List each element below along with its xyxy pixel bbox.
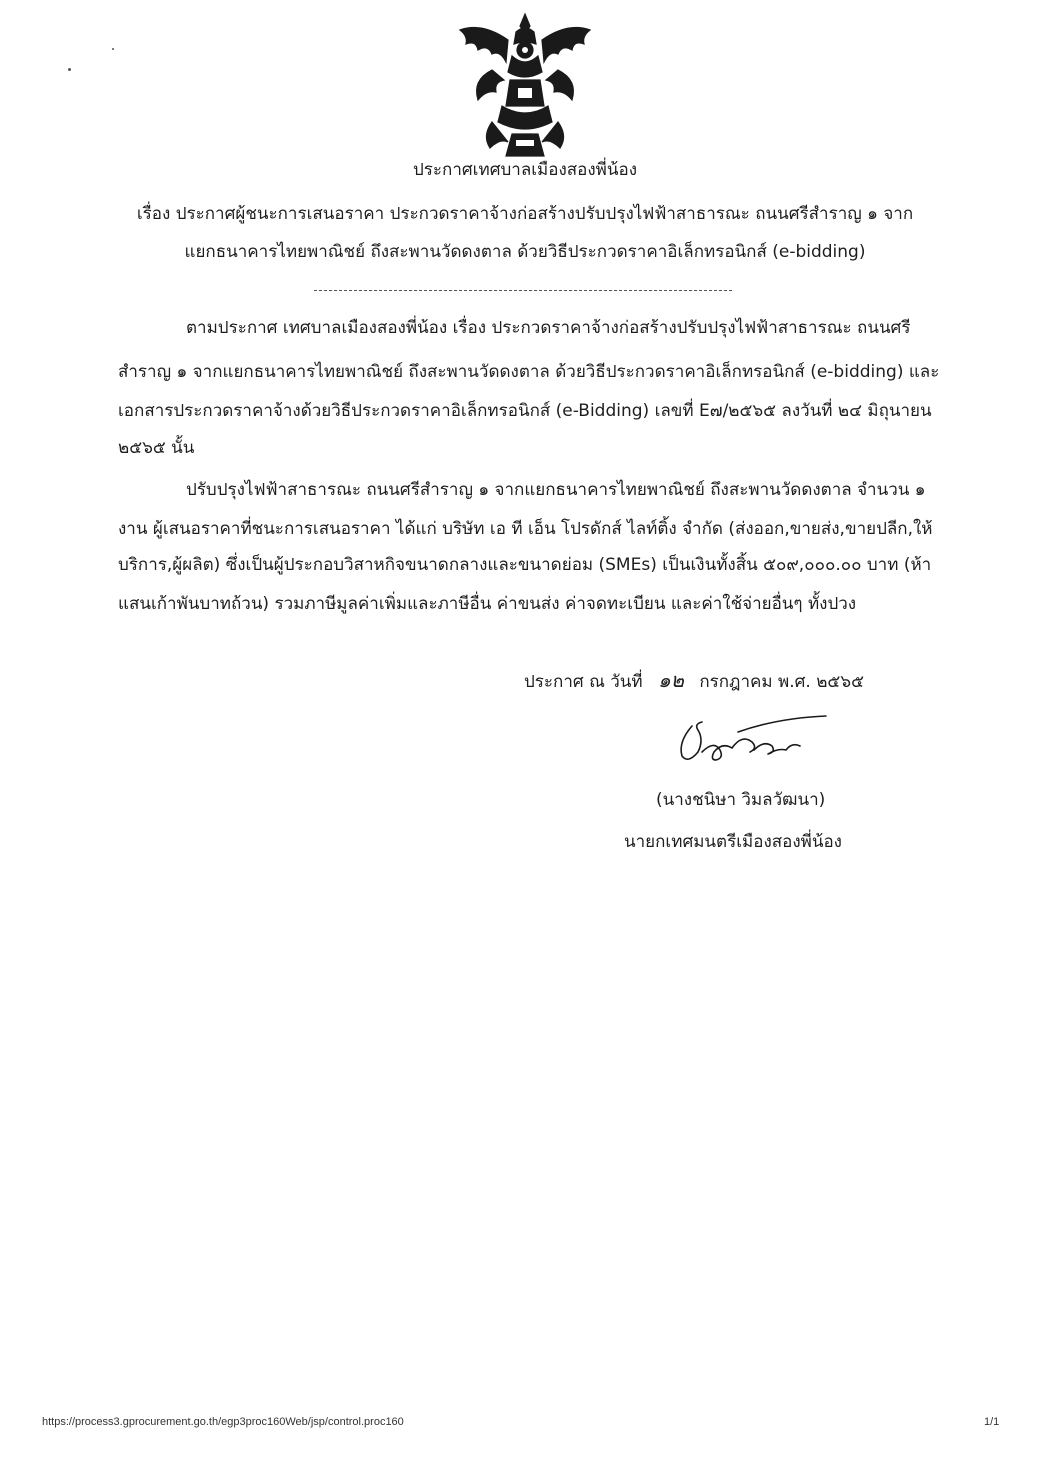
para1-line-4: ๒๕๖๕ นั้น	[118, 438, 195, 458]
scan-speck	[112, 48, 114, 50]
footer-page-number: 1/1	[984, 1416, 1000, 1428]
signer-name: (นางชนิษา วิมลวัฒนา)	[656, 790, 826, 810]
date-month-year: กรกฎาคม พ.ศ. ๒๕๖๕	[699, 672, 864, 692]
subject-line-1: เรื่อง ประกาศผู้ชนะการเสนอราคา ประกวดราคาจ้างก่อสร้างปรับปรุงไฟฟ้าสาธารณะ ถนนศรีสำราญ ๑ จาก	[136, 204, 914, 224]
date-prefix: ประกาศ ณ วันที่	[524, 672, 643, 692]
para1-line-1: ตามประกาศ เทศบาลเมืองสองพี่น้อง เรื่อง ประกวดราคาจ้างก่อสร้างปรับปรุงไฟฟ้าสาธารณะ ถนนศรี	[186, 318, 911, 338]
dotted-divider	[314, 290, 732, 291]
signer-title: นายกเทศมนตรีเมืองสองพี่น้อง	[624, 832, 842, 852]
para2-line-4: แสนเก้าพันบาทถ้วน) รวมภาษีมูลค่าเพิ่มและภาษีอื่น ค่าขนส่ง ค่าจดทะเบียน และค่าใช้จ่ายอื่นๆ ทั้งปวง	[118, 594, 857, 614]
para1-line-2: สำราญ ๑ จากแยกธนาคารไทยพาณิชย์ ถึงสะพานวัดดงตาล ด้วยวิธีประกวดราคาอิเล็กทรอนิกส์ (e-bidding) และ	[118, 362, 940, 382]
para1-line-3: เอกสารประกวดราคาจ้างด้วยวิธีประกวดราคาอิเล็กทรอนิกส์ (e-Bidding) เลขที่ E๗/๒๕๖๕ ลงวันที่ ๒๔ มิถุนายน	[118, 401, 932, 421]
date-day-handwritten: ๑๒	[658, 668, 684, 692]
subject-line-2: แยกธนาคารไทยพาณิชย์ ถึงสะพานวัดดงตาล ด้วยวิธีประกวดราคาอิเล็กทรอนิกส์ (e-bidding)	[184, 242, 866, 262]
para2-line-1: ปรับปรุงไฟฟ้าสาธารณะ ถนนศรีสำราญ ๑ จากแยกธนาคารไทยพาณิชย์ ถึงสะพานวัดดงตาล จำนวน ๑	[186, 480, 926, 500]
announcement-date	[524, 668, 864, 694]
announcement-title: ประกาศเทศบาลเมืองสองพี่น้อง	[413, 160, 637, 180]
para2-line-2: งาน ผู้เสนอราคาที่ชนะการเสนอราคา ได้แก่ บริษัท เอ ที เอ็น โปรดักส์ ไลท์ติ้ง จำกัด (ส่งออก,ขายส่ง,ขายปลีก,ให้	[118, 519, 933, 539]
handwritten-signature	[668, 712, 838, 770]
garuda-emblem-icon	[452, 10, 598, 160]
para2-line-3: บริการ,ผู้ผลิต) ซึ่งเป็นผู้ประกอบวิสาหกิจขนาดกลางและขนาดย่อม (SMEs) เป็นเงินทั้งสิ้น ๕๐๙,๐๐๐.๐๐ บาท (ห้า	[118, 555, 932, 575]
footer-url: https://process3.gprocurement.go.th/egp3proc160Web/jsp/control.proc160	[42, 1416, 404, 1428]
scan-speck	[68, 68, 71, 71]
